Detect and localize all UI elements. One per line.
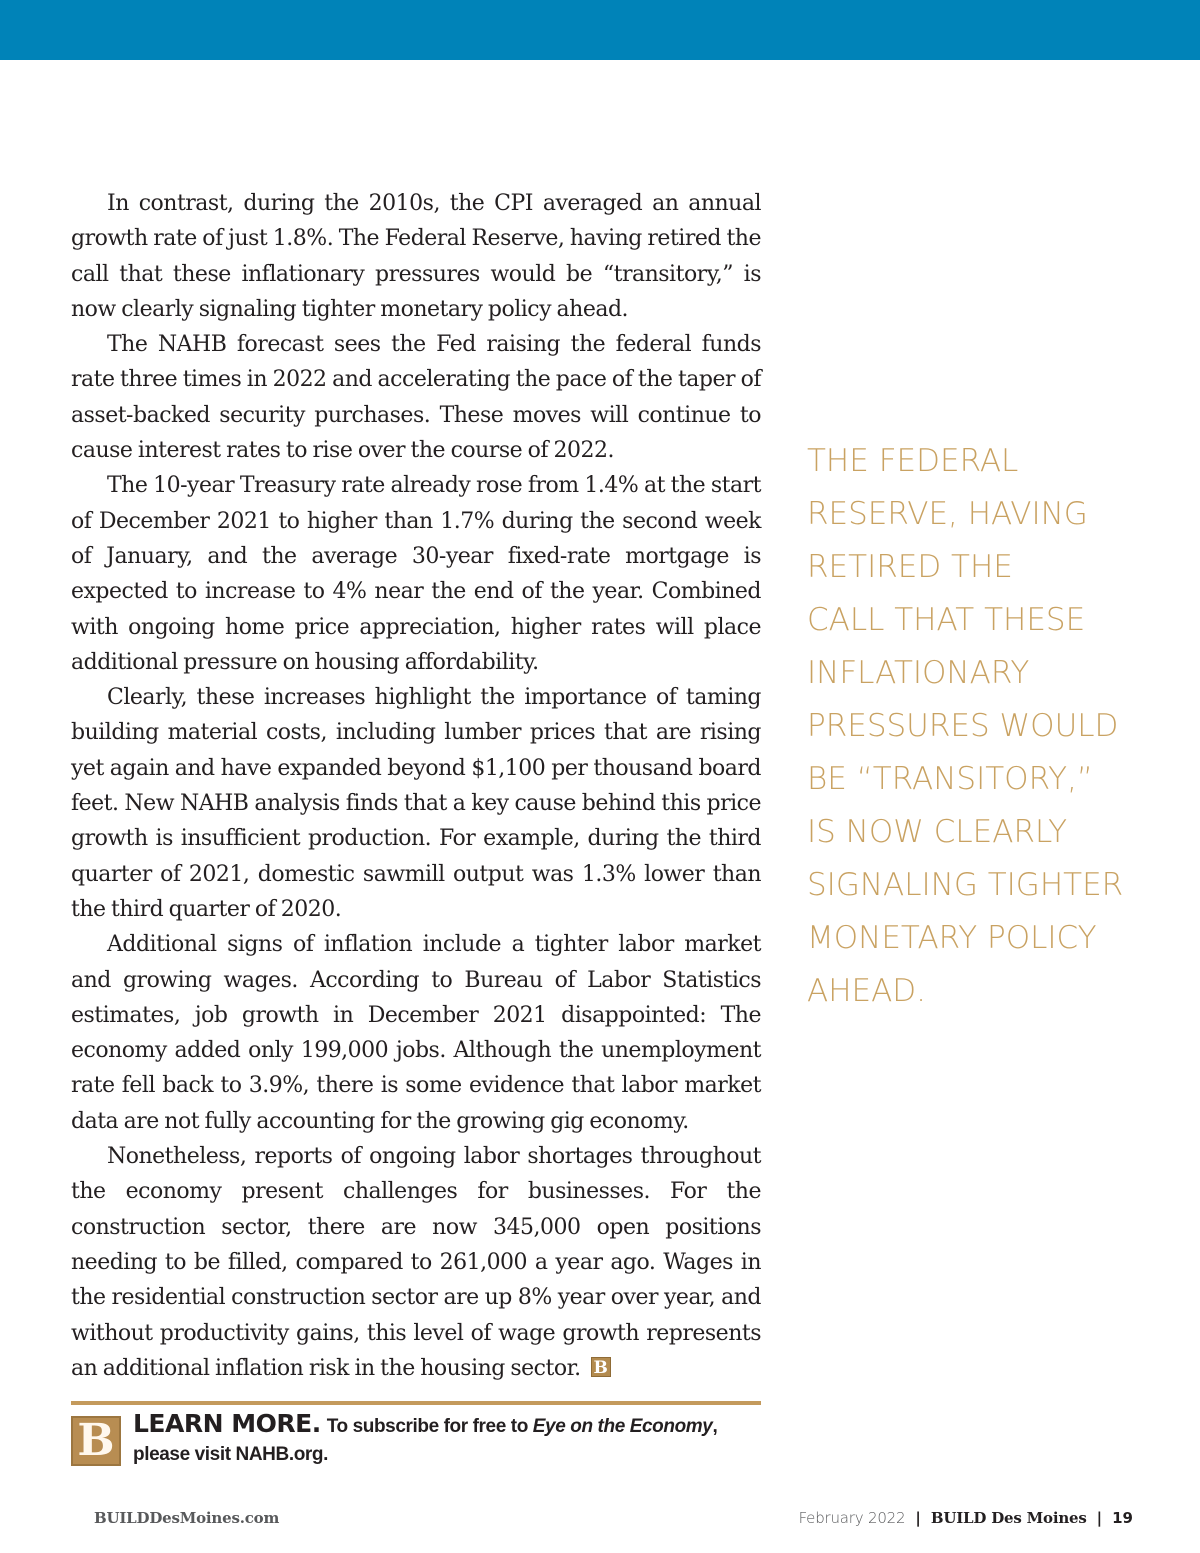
- article-body: [71, 186, 761, 1386]
- pull-quote-line: RETIRED THE: [807, 549, 1013, 585]
- article-paragraph-3: The 10-year Treasury rate already rose from 1.4% at the start of December 2021 to higher than 1.7% during the second week of January, and the average 30-year fixed-rate mortgage is expected to increase to 4% near the end of the year. Combined with ongoing home price appreciation, higher rates will place additional pressure on housing affordability.: [71, 473, 761, 675]
- footer-date: February 2022: [798, 1509, 906, 1527]
- pull-quote-line: RESERVE, HAVING: [807, 496, 1088, 532]
- pull-quote-line: IS NOW CLEARLY: [807, 814, 1068, 850]
- footer-separator: |: [1096, 1509, 1103, 1527]
- pull-quote-line: THE FEDERAL: [807, 443, 1019, 479]
- pull-quote-line: INFLATIONARY: [807, 655, 1030, 691]
- learn-more-punctuation: ,: [712, 1416, 718, 1437]
- pull-quote-line: MONETARY POLICY: [807, 920, 1097, 956]
- page-number: 19: [1112, 1509, 1133, 1527]
- header-color-band: [0, 0, 1200, 60]
- learn-more-heading: LEARN MORE.: [133, 1409, 321, 1438]
- pull-quote-line: PRESSURES WOULD: [807, 708, 1119, 744]
- article-paragraph-2: The NAHB forecast sees the Fed raising the federal funds rate three times in 2022 and accelerating the pace of the taper of asset-backed security purchases. These moves will continue to cause interest rates to rise over the course of 2022.: [71, 332, 761, 464]
- article-paragraph-4: Clearly, these increases highlight the importance of taming building material costs, including lumber prices that are rising yet again and have expanded beyond $1,100 per thousand board feet. New NAHB analysis finds that a key cause behind this price growth is insufficient production. For example, during the third quarter of 2021, domestic sawmill output was 1.3% lower than the third quarter of 2020.: [71, 685, 761, 922]
- end-of-article-mark-icon: B: [591, 1357, 611, 1377]
- learn-more-callout: [133, 1410, 753, 1469]
- article-paragraph-5: Additional signs of inflation include a tighter labor market and growing wages. According to Bureau of Labor Statistics estimates, job growth in December 2021 disappointed: The economy added only 199,000 jobs. Although the unemployment rate fell back to 3.9%, there is some evidence that labor market data are not fully accounting for the growing gig economy.: [71, 932, 761, 1134]
- footer-magazine-name: BUILD Des Moines: [930, 1509, 1087, 1527]
- publication-name: Eye on the Economy: [532, 1416, 713, 1437]
- footer-separator: |: [915, 1509, 921, 1527]
- learn-more-text: To subscribe for free to: [326, 1416, 533, 1437]
- article-paragraph-6: [71, 1139, 761, 1386]
- learn-more-link-text[interactable]: please visit NAHB.org.: [133, 1444, 328, 1465]
- pull-quote-line: SIGNALING TIGHTER: [807, 867, 1124, 903]
- article-paragraph-6-text: Nonetheless, reports of ongoing labor shortages throughout the economy present challenges for businesses. For the construction sector, there are now 345,000 open positions needing to be filled, compared to 261,000 a year ago. Wages in the residential construction sector are up 8% year over year, and without productivity gains, this level of wage growth represents an additional inflation risk in the housing sector.: [71, 1144, 761, 1381]
- footer-folio: [799, 1509, 1133, 1527]
- footer-website[interactable]: BUILDDesMoines.com: [94, 1509, 280, 1527]
- pull-quote-line: CALL THAT THESE: [807, 602, 1086, 638]
- build-logo-icon: B: [71, 1416, 121, 1466]
- pull-quote: [807, 435, 1167, 1018]
- pull-quote-line: BE “TRANSITORY,”: [807, 761, 1093, 797]
- pull-quote-line: AHEAD.: [807, 973, 927, 1009]
- article-paragraph-1: In contrast, during the 2010s, the CPI averaged an annual growth rate of just 1.8%. The Federal Reserve, having retired the call that these inflationary pressures would be “transitory,” is now clearly signaling tighter monetary policy ahead.: [71, 191, 761, 322]
- learn-more-divider: [71, 1401, 761, 1405]
